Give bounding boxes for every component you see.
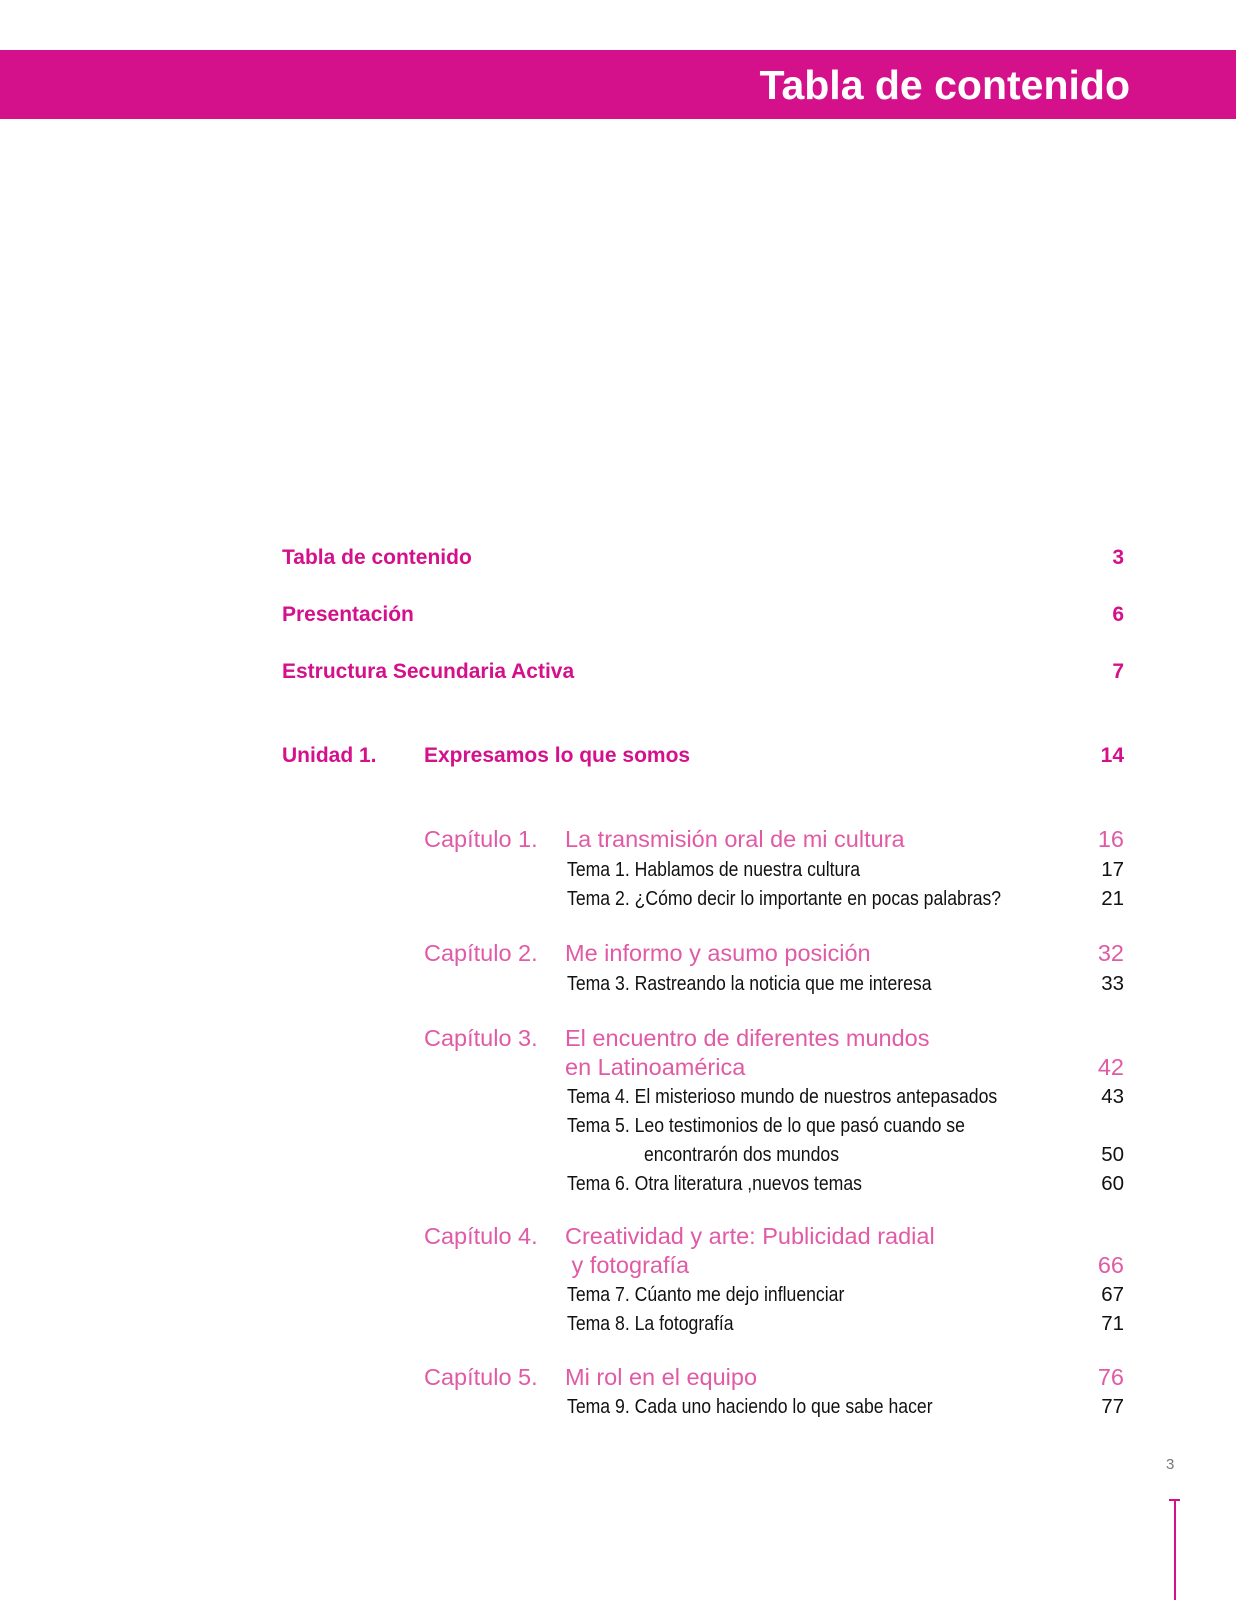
unit-title: Expresamos lo que somos xyxy=(424,744,691,767)
toc-entry-label: Estructura Secundaria Activa xyxy=(282,660,575,683)
theme-page: 71 xyxy=(1101,1312,1124,1335)
toc-theme-8[interactable] xyxy=(282,1309,1124,1338)
toc-theme-7[interactable] xyxy=(282,1280,1124,1309)
toc-entry-tabla[interactable] xyxy=(282,545,1124,571)
margin-rule xyxy=(1174,1499,1176,1600)
theme-page: 50 xyxy=(1101,1143,1124,1166)
theme-page: 67 xyxy=(1101,1283,1124,1306)
toc-chapter-5[interactable] xyxy=(282,1363,1124,1392)
chapter-title: El encuentro de diferentes mundos xyxy=(565,1025,930,1051)
theme-title-cont: encontrarón dos mundos xyxy=(644,1143,840,1166)
page-title: Tabla de contenido xyxy=(759,62,1130,108)
theme-page: 60 xyxy=(1101,1172,1124,1195)
toc-theme-2[interactable] xyxy=(282,884,1124,913)
toc-theme-9[interactable] xyxy=(282,1392,1124,1421)
toc-entry-page: 6 xyxy=(1112,603,1124,626)
toc-entry-presentacion[interactable] xyxy=(282,602,1124,628)
chapter-title: Me informo y asumo posición xyxy=(565,940,871,966)
theme-title: Tema 3. Rastreando la noticia que me interesa xyxy=(567,972,932,995)
toc-theme-1[interactable] xyxy=(282,855,1124,884)
theme-title: Tema 2. ¿Cómo decir lo importante en pocas palabras? xyxy=(567,887,1002,910)
header-band xyxy=(0,50,1236,119)
toc-chapter-2[interactable] xyxy=(282,939,1124,968)
unit-page: 14 xyxy=(1100,744,1124,767)
chapter-title: Creatividad y arte: Publicidad radial xyxy=(565,1223,935,1249)
toc-entry-label: Presentación xyxy=(282,603,414,626)
theme-title: Tema 8. La fotografía xyxy=(567,1312,734,1335)
chapter-label: Capítulo 4. xyxy=(424,1223,538,1249)
chapter-title: La transmisión oral de mi cultura xyxy=(565,826,905,852)
theme-title: Tema 5. Leo testimonios de lo que pasó cuando se xyxy=(567,1114,965,1137)
theme-page: 33 xyxy=(1101,972,1124,995)
theme-page: 21 xyxy=(1101,887,1124,910)
chapter-title-cont: y fotografía xyxy=(565,1252,690,1278)
theme-title: Tema 1. Hablamos de nuestra cultura xyxy=(567,858,861,881)
chapter-title: Mi rol en el equipo xyxy=(565,1364,758,1390)
chapter-label: Capítulo 3. xyxy=(424,1025,538,1051)
toc-entry-page: 7 xyxy=(1112,660,1124,683)
toc-theme-6[interactable] xyxy=(282,1169,1124,1198)
theme-title: Tema 4. El misterioso mundo de nuestros antepasados xyxy=(567,1085,998,1108)
chapter-page: 16 xyxy=(1097,826,1124,852)
unit-label: Unidad 1. xyxy=(282,744,377,767)
toc-theme-5-cont[interactable] xyxy=(282,1140,1124,1169)
chapter-page: 66 xyxy=(1097,1252,1124,1278)
toc-chapter-3[interactable] xyxy=(282,1024,1124,1053)
chapter-label: Capítulo 2. xyxy=(424,940,538,966)
theme-page: 77 xyxy=(1101,1395,1124,1418)
theme-title: Tema 7. Cúanto me dejo influenciar xyxy=(567,1283,845,1306)
toc-chapter-4-cont[interactable] xyxy=(282,1251,1124,1280)
chapter-page: 32 xyxy=(1097,940,1124,966)
toc-entry-label: Tabla de contenido xyxy=(282,546,472,569)
chapter-label: Capítulo 1. xyxy=(424,826,538,852)
toc-unit-1[interactable] xyxy=(282,743,1124,769)
toc-chapter-1[interactable] xyxy=(282,825,1124,854)
chapter-page: 42 xyxy=(1097,1054,1124,1080)
toc-entry-estructura[interactable] xyxy=(282,659,1124,685)
toc-theme-3[interactable] xyxy=(282,969,1124,998)
toc-theme-4[interactable] xyxy=(282,1082,1124,1111)
theme-page: 17 xyxy=(1101,858,1124,881)
chapter-label: Capítulo 5. xyxy=(424,1364,538,1390)
theme-page: 43 xyxy=(1101,1085,1124,1108)
chapter-page: 76 xyxy=(1097,1364,1124,1390)
page-number: 3 xyxy=(1166,1456,1175,1473)
toc-theme-5[interactable] xyxy=(282,1111,1124,1140)
toc-chapter-3-cont[interactable] xyxy=(282,1053,1124,1082)
toc-chapter-4[interactable] xyxy=(282,1222,1124,1251)
chapter-title-cont: en Latinoamérica xyxy=(565,1054,746,1080)
theme-title: Tema 6. Otra literatura ,nuevos temas xyxy=(567,1172,862,1195)
theme-title: Tema 9. Cada uno haciendo lo que sabe hacer xyxy=(567,1395,933,1418)
toc-entry-page: 3 xyxy=(1112,546,1124,569)
